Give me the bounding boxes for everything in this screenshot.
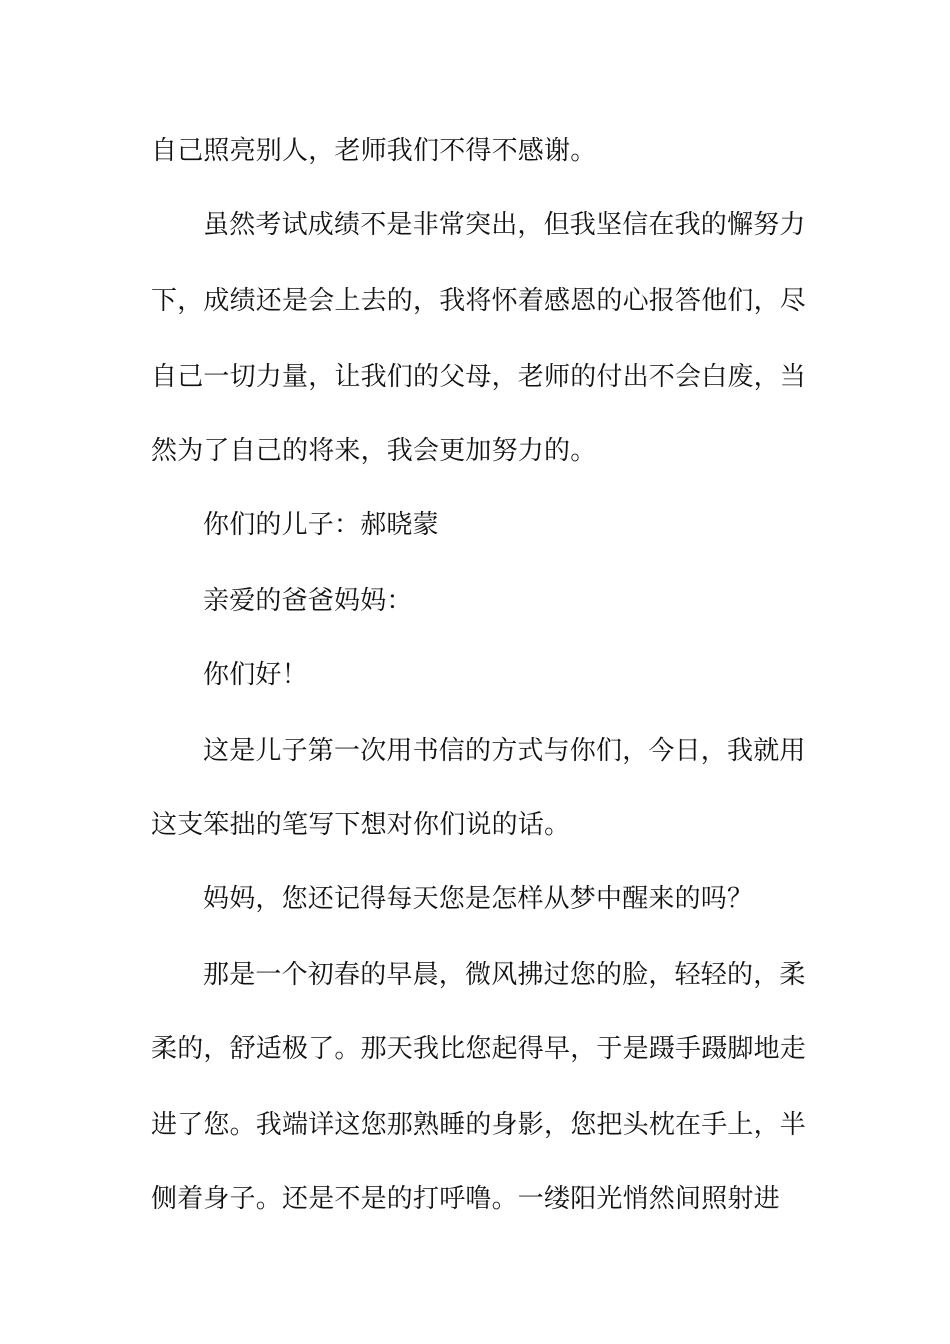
text-line-13: 柔的，舒适极了。那天我比您起得早，于是蹑手蹑脚地走 (151, 1034, 807, 1064)
text-line-1: 自己照亮别人，老师我们不得不感谢。 (151, 136, 597, 166)
text-line-15: 侧着身子。还是不是的打呼噜。一缕阳光悄然间照射进 (151, 1184, 780, 1214)
text-line-2: 虽然考试成绩不是非常突出，但我坚信在我的懈努力 (203, 210, 806, 240)
text-line-12: 那是一个初春的早晨，微风拂过您的脸，轻轻的，柔 (203, 960, 806, 990)
signature-line: 你们的儿子：郝晓蒙 (203, 510, 439, 540)
greeting-line: 你们好！ (203, 660, 308, 690)
text-line-11: 妈妈，您还记得每天您是怎样从梦中醒来的吗？ (203, 884, 754, 914)
text-line-3: 下，成绩还是会上去的，我将怀着感恩的心报答他们，尽 (151, 286, 807, 316)
text-line-9: 这是儿子第一次用书信的方式与你们，今日，我就用 (203, 736, 806, 766)
text-line-10: 这支笨拙的笔写下想对你们说的话。 (151, 810, 571, 840)
text-line-4: 自己一切力量，让我们的父母，老师的付出不会白废，当 (151, 362, 807, 392)
text-line-5: 然为了自己的将来，我会更加努力的。 (151, 436, 597, 466)
salutation-line: 亲爱的爸爸妈妈： (203, 586, 413, 616)
text-line-14: 进了您。我端详这您那熟睡的身影，您把头枕在手上，半 (151, 1110, 807, 1140)
